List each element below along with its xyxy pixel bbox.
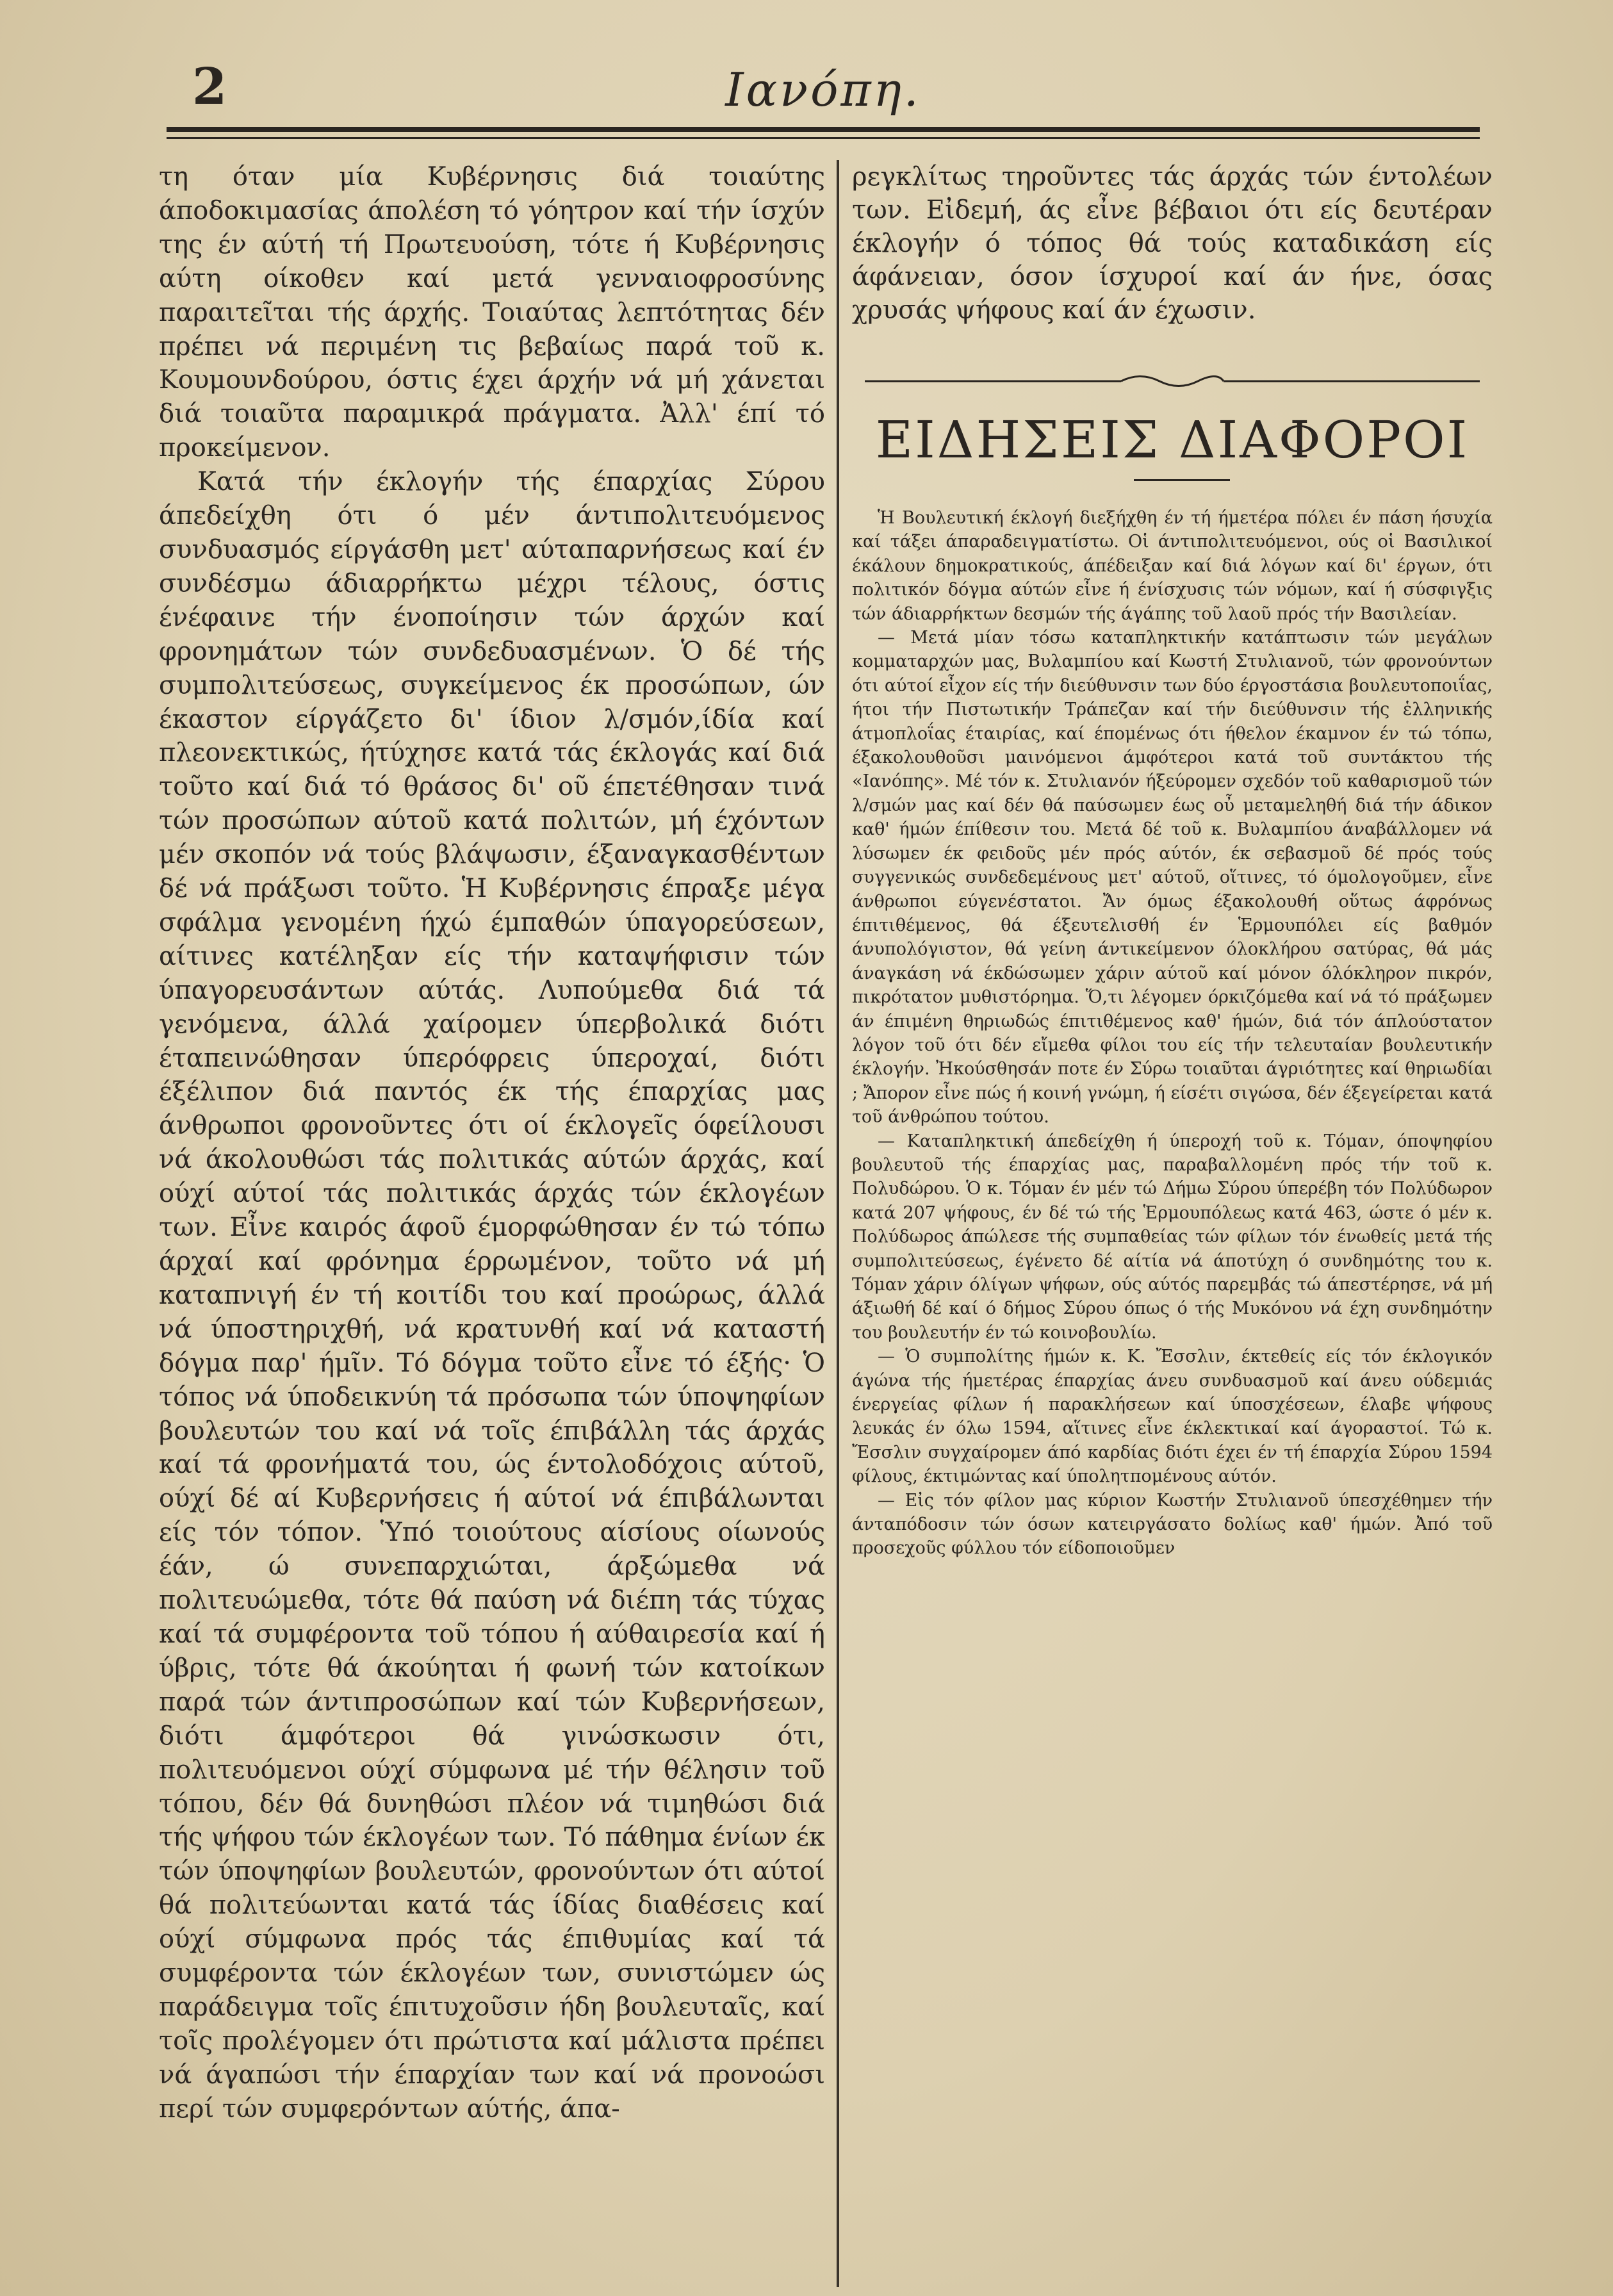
- article-paragraph: τη όταν μία Κυβέρνησις διά τοιαύτης άποδοκιμασίας άπολέση τό γόητρον καί τήν ίσχύν της έν αύτή τή Πρωτευούση, τότε ή Κυβέρνησις αύτη οίκοθεν καί μετά γενναιοφροσύνης παραιτεῖται τής άρχής. Τοιαύτας λεπτότητας δέν πρέπει νά περιμένη τις βεβαίως παρά τοῦ κ. Κουμουνδούρου, όστις έχει άρχήν νά μή χάνεται διά τοιαῦτα παραμικρά πράγματα. Ἀλλ' έπί τό προκείμενον.: [159, 162, 825, 463]
- news-item: — Καταπληκτική άπεδείχθη ή ύπεροχή τοῦ κ. Τόμαν, όποψηφίου βουλευτοῦ τής έπαρχίας μας, παραβαλλομένη πρός τήν τοῦ κ. Πολυδώρου. Ὁ κ. Τόμαν έν μέν τώ Δήμω Σύρου ύπερέβη τόν Πολύδωρον κατά 207 ψήφους, έν δέ τώ τής Ἑρμουπόλεως κατά 463, ώστε ό μέν κ. Πολύδωρος άπώλεσε τής συμπαθείας τών φίλων τόν ένωθείς μετά τής συμπολιτεύσεως, έγένετο δέ αίτία νά άποτύχη ό συνδημότης του κ. Τόμαν χάριν όλίγων ψήφων, ούς αύτός παρεμβάς τώ άπεστέρησε, νά μή άξιωθή δέ καί ό δήμος Σύρου όπως ό τής Μυκόνου νά έχη συνδημότην του βουλευτήν έν τώ κοινοβουλίω.: [852, 1131, 1493, 1343]
- column-divider: [837, 160, 839, 2287]
- heading-underline: [1134, 479, 1230, 481]
- news-item: — Μετά μίαν τόσω καταπληκτικήν κατάπτωσιν τών μεγάλων κομματαρχών μας, Βυλαμπίου καί Κωστή Στυλιανοῦ, τών φρονούντων ότι αύτοί εἶχον είς τήν διεύθυνσιν των δύο έργοστάσια βουλευτοποιΐας, ήτοι τήν Πιστωτικήν Τράπεζαν καί τήν διεύθυνσιν τής ἑλληνικής άτμοπλοΐας έταιρίας, καί έπομένως ότι ήθελον έκαμνον έν τώ τόπω, έξακολουθοῦσι μαινόμενοι άμφότεροι κατά τοῦ συντάκτου τής «Ιανόπης». Μέ τόν κ. Στυλιανόν ήξεύρομεν σχεδόν τοῦ καθαρισμοῦ τών λ/σμών μας καί δέν θά παύσωμεν έως οὖ μεταμεληθή διά τήν άδικον καθ' ήμών έπίθεσιν του. Μετά δέ τοῦ κ. Βυλαμπίου άναβάλλομεν νά λύσωμεν έκ φειδοῦς μέν πρός αύτόν, έκ σεβασμοῦ δέ πρός τούς συγγενικώς συνδεδεμένους μετ' αύτοῦ, οἵτινες, τό όμολογοῦμεν, εἶνε άνθρωποι εύγενέστατοι. Ἄν όμως έξακολουθή οὕτως άφρόνως έπιτιθέμενος, θά έξευτελισθή έν Ἑρμουπόλει είς βαθμόν άνυπολόγιστον, θά γείνη άντικείμενον όλοκλήρου σατύρας, θά μάς άναγκάση νά έκδώσωμεν χάριν αύτοῦ καί μόνον όλόκληρον πικρόν, πικρότατον μυθιστόρημα. Ὅ,τι λέγομεν όρκιζόμεθα καί νά τό πράξωμεν άν έπιμένη θηριωδώς έπιτιθέμενος καθ' ήμών, διά τόν άπλούστατον λόγον τοῦ ότι δέν εἴμεθα φίλοι του είς τήν τελευταίαν βουλευτικήν έκλογήν. Ἠκούσθησάν ποτε έν Σύρω τοιαῦται άγριότητες καί θηριωδίαι ; Ἄπορον εἶνε πώς ή κοινή γνώμη, ή είσέτι σιγώσα, δέν έξεγείρεται κατά τοῦ άνθρώπου τούτου.: [852, 628, 1493, 1128]
- decorative-divider: [865, 372, 1480, 391]
- newspaper-title: Ιανόπη.: [725, 63, 921, 117]
- masthead-rule-thin: [167, 137, 1480, 139]
- masthead: [167, 45, 1480, 135]
- page-number: 2: [192, 58, 227, 116]
- news-section: [852, 506, 1493, 1561]
- news-section-heading: ΕΙΔΗΣΕΙΣ ΔΙΑΦΟΡΟΙ: [875, 410, 1470, 470]
- news-item: Ἡ Βουλευτική έκλογή διεξήχθη έν τή ήμετέρα πόλει έν πάση ήσυχία καί τάξει άπαραδειγματίστω. Οἱ άντιπολιτευόμενοι, ούς οἱ Βασιλικοί έκάλουν δημοκρατικούς, άπέδειξαν καί διά λόγων καί δι' έργων, ότι πολιτικόν δόγμα αύτών εἶνε ή ένίσχυσις τών νόμων, καί ή σύσφιγξις τών άδιαρρήκτων δεσμών τής άγάπης τοῦ λαοῦ πρός τήν Βασιλείαν.: [852, 508, 1493, 624]
- masthead-rule-thick: [167, 127, 1480, 132]
- news-item: — Ὁ συμπολίτης ήμών κ. Κ. Ἔσσλιν, έκτεθείς είς τόν έκλογικόν άγώνα τής ήμετέρας έπαρχίας άνευ συνδυασμοῦ καί άνευ ούδεμιάς ένεργείας φίλων ή παρακλήσεων καί ύποσχέσεων, έλαβε ψήφους λευκάς έν όλω 1594, αἵτινες εἶνε έκλεκτικαί καί άγοραστοί. Τώ κ. Ἔσσλιν συγχαίρομεν άπό καρδίας διότι έχει έν τή έπαρχία Σύρου 1594 φίλους, έκτιμώντας καί ύπολητπομένους αύτόν.: [852, 1347, 1493, 1487]
- article-paragraph: Κατά τήν έκλογήν τής έπαρχίας Σύρου άπεδείχθη ότι ό μέν άντιπολιτευόμενος συνδυασμός είργάσθη μετ' αύταπαρνήσεως καί έν συνδέσμω άδιαρρήκτω μέχρι τέλους, όστις ένέφαινε τήν ένοποίησιν τών άρχών καί φρονημάτων τών συνδεδυασμένων. Ὁ δέ τής συμπολιτεύσεως, συγκείμενος έκ προσώπων, ών έκαστον είργάζετο δι' ίδιον λ/σμόν,ίδία καί πλεονεκτικώς, ήτύχησε κατά τάς έκλογάς καί διά τοῦτο καί διά τό θράσος δι' οῦ έπετέθησαν τινά τών προσώπων αύτοῦ κατά πολιτών, μή έχόντων μέν σκοπόν νά τούς βλάψωσιν, έξαναγκασθέντων δέ νά πράξωσι τοῦτο. Ἡ Κυβέρνησις έπραξε μέγα σφάλμα γενομένη ήχώ έμπαθών ύπαγορεύσεων, αίτινες κατέληξαν είς τήν καταψήφισιν τών ύπαγορευσάντων αύτάς. Λυπούμεθα διά τά γενόμενα, άλλά χαίρομεν ύπερβολικά διότι έταπεινώθησαν ύπερόφρεις ύπεροχαί, διότι έξέλιπον διά παντός έκ τής έπαρχίας μας άνθρωποι φρονοῦντες ότι οί έκλογεῖς όφείλουσι νά άκολουθώσι τάς πολιτικάς αύτών άρχάς, καί ούχί αύτοί τάς πολιτικάς άρχάς τών έκλογέων των. Εἶνε καιρός άφοῦ έμορφώθησαν έν τώ τόπω άρχαί καί φρόνημα έρρωμένον, τοῦτο νά μή καταπνιγή έν τή κοιτίδι του καί προώρως, άλλά νά ύποστηριχθή, νά κρατυνθή καί νά καταστή δόγμα παρ' ήμῖν. Τό δόγμα τοῦτο εἶνε τό έξής· Ὁ τόπος νά ύποδεικνύη τά πρόσωπα τών ύποψηφίων βουλευτών του καί νά τοῖς έπιβάλλη τάς άρχάς καί τά φρονήματά του, ώς έντολοδόχοις αύτοῦ, ούχί δέ αί Κυβερνήσεις ή αύτοί νά έπιβάλωνται είς τόν τόπον. Ὑπό τοιούτους αίσίους οίωνούς έάν, ώ συνεπαρχιώται, άρξώμεθα νά πολιτευώμεθα, τότε θά παύση νά διέπη τάς τύχας καί τά συμφέροντα τοῦ τόπου ή αύθαιρεσία καί ή ύβρις, τότε θά άκούηται ή φωνή τών κατοίκων παρά τών άντιπροσώπων καί τών Κυβερνήσεων, διότι άμφότεροι θά γινώσκωσιν ότι, πολιτευόμενοι ούχί σύμφωνα μέ τήν θέλησιν τοῦ τόπου, δέν θά δυνηθώσι πλέον νά τιμηθώσι διά τής ψήφου τών έκλογέων των. Τό πάθημα ένίων έκ τών ύποψηφίων βουλευτών, φρονούντων ότι αύτοί θά πολιτεύωνται κατά τάς ίδίας διαθέσεις καί ούχί σύμφωνα πρός τάς έπιθυμίας καί τά συμφέροντα τών έκλογέων των, συνιστώμεν ώς παράδειγμα τοῖς έπιτυχοῦσιν ήδη βουλευταῖς, καί τοῖς προλέγομεν ότι πρώτιστα καί μάλιστα πρέπει νά άγαπώσι τήν έπαρχίαν των καί νά προνοώσι περί τών συμφερόντων αύτής, άπα-: [159, 467, 825, 2124]
- news-item: — Εἰς τόν φίλον μας κύριον Κωστήν Στυλιανοῦ ύπεσχέθημεν τήν άνταπόδοσιν τών όσων κατειργάσατο δολίως καθ' ήμών. Ἀπό τοῦ προσεχοῦς φύλλου τόν είδοποιοῦμεν: [852, 1490, 1493, 1559]
- right-column-article-continuation: [852, 160, 1493, 327]
- left-column-article: [159, 160, 825, 2126]
- article-paragraph: ρεγκλίτως τηροῦντες τάς άρχάς τών έντολέων των. Εἰδεμή, άς εἶνε βέβαιοι ότι είς δευτέραν έκλογήν ό τόπος θά τούς καταδικάση είς άφάνειαν, όσον ίσχυροί καί άν ήνε, όσας χρυσάς ψήφους καί άν έχωσιν.: [852, 162, 1493, 325]
